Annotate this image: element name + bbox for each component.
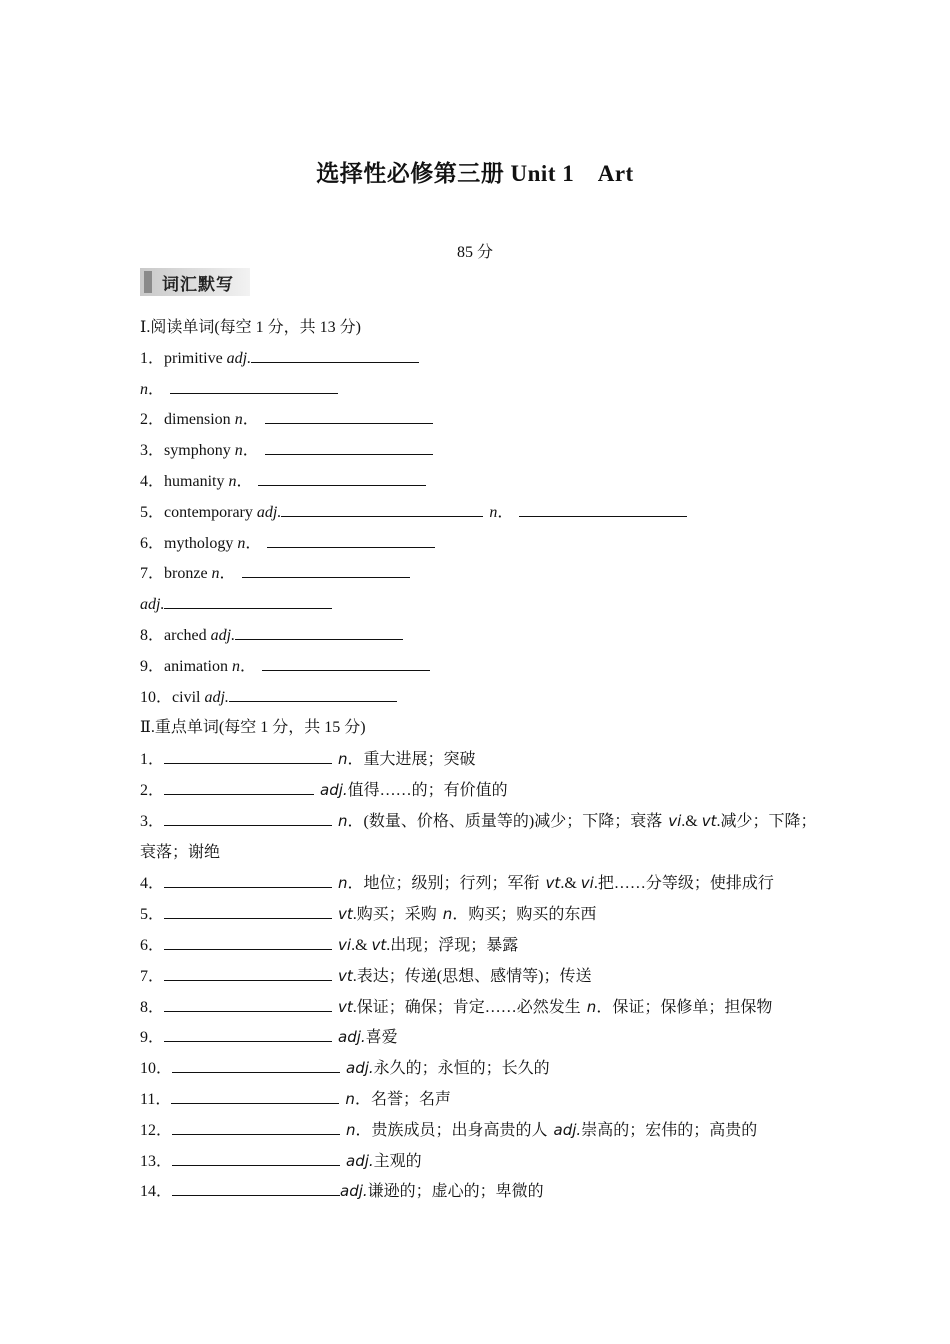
item-pos: adj. [226, 349, 252, 367]
part1-heading: Ⅰ.阅读单词(每空 1 分，共 13 分) [140, 319, 361, 336]
item-meaning: .& [681, 812, 702, 830]
item-meaning: .& [560, 875, 581, 893]
answer-blank[interactable] [519, 498, 687, 517]
section-label: 词汇默写 [162, 274, 234, 295]
item-pos: n [338, 874, 348, 893]
answer-blank[interactable] [262, 652, 430, 671]
item-word: primitive [164, 349, 227, 367]
answer-blank[interactable] [171, 1085, 339, 1104]
part1-item-9 [140, 652, 820, 683]
page-title: 选择性必修第三册 Unit 1 Art [316, 161, 634, 186]
item-meaning: 永久的；永恒的；长久的 [373, 1060, 550, 1078]
item-meaning: ．购买；购买的东西 [452, 906, 597, 924]
item-number: 4． [140, 875, 165, 893]
item-pos: n [140, 380, 148, 398]
item-meaning: ．地位；级别；行列；军衔 [347, 875, 540, 893]
part1-item-2 [140, 405, 820, 436]
part1-item-3 [140, 436, 820, 467]
answer-blank[interactable] [172, 1116, 340, 1135]
item-meaning: 谦逊的；虚心的；卑微的 [367, 1183, 544, 1201]
item-number: 8． [140, 626, 165, 644]
item-meaning: 主观的 [373, 1152, 422, 1170]
item-pos: n [211, 565, 220, 583]
item-pos: vt [338, 966, 353, 985]
part2-item-4 [140, 868, 820, 899]
part2-item-14 [140, 1176, 820, 1207]
item-number: 10． [140, 1060, 173, 1078]
item-pos: vi [668, 811, 682, 830]
item-pos: adj. [346, 1059, 374, 1078]
item-number: 2． [140, 411, 165, 429]
item-pos: vt [701, 811, 717, 830]
answer-blank[interactable] [170, 375, 338, 394]
item-pos: adj. [553, 1120, 582, 1139]
item-meaning: .出现；浮现；暴露 [386, 936, 519, 954]
item-word: dimension [164, 411, 235, 429]
item-pos: n [442, 905, 453, 924]
answer-blank[interactable] [164, 776, 314, 795]
item-pos: adj. [346, 1151, 374, 1170]
item-pos: adj. [256, 503, 282, 521]
item-number: 1． [140, 349, 165, 367]
item-dot: ． [242, 442, 259, 460]
item-pos: adj. [210, 626, 236, 644]
answer-blank[interactable] [164, 590, 332, 609]
answer-blank[interactable] [265, 405, 433, 424]
answer-blank[interactable] [164, 993, 332, 1012]
answer-blank[interactable] [164, 931, 332, 950]
part1-item-6 [140, 529, 820, 560]
answer-blank[interactable] [164, 900, 332, 919]
item-number: 9． [140, 1029, 165, 1047]
answer-blank[interactable] [164, 807, 332, 826]
item-meaning: ．重大进展；突破 [347, 751, 476, 769]
item-number: 10． [140, 688, 173, 706]
item-number: 3． [140, 442, 165, 460]
item-pos: n [338, 811, 348, 830]
item-word: bronze [164, 565, 212, 583]
answer-blank[interactable] [164, 745, 332, 764]
exercise-content [140, 313, 820, 1207]
part2-item-2 [140, 775, 820, 806]
item-pos: vt [338, 905, 353, 924]
item-pos: vt [545, 874, 561, 893]
item-meaning: .保证；确保；肯定……必然发生 [352, 998, 581, 1016]
item-pos: adj. [340, 1182, 368, 1201]
item-pos: adj. [140, 596, 165, 614]
answer-blank[interactable] [229, 683, 397, 702]
answer-blank[interactable] [164, 869, 332, 888]
item-meaning: ．贵族成员；出身高贵的人 [355, 1121, 548, 1139]
section-badge [140, 268, 250, 296]
item-pos: vi [580, 874, 594, 893]
item-meaning: ．名誉；名声 [354, 1090, 451, 1108]
part1-item-1 [140, 344, 820, 375]
item-word: arched [164, 626, 211, 644]
item-number: 5． [140, 906, 165, 924]
item-meaning: 值得……的；有价值的 [347, 781, 508, 799]
item-meaning: 崇高的；宏伟的；高贵的 [581, 1121, 758, 1139]
item-dot: ． [497, 503, 514, 521]
part2-item-9 [140, 1022, 820, 1053]
item-word: contemporary [164, 503, 257, 521]
part2-item-8 [140, 992, 820, 1023]
answer-blank[interactable] [164, 962, 332, 981]
item-number: 8． [140, 998, 165, 1016]
part2-heading: Ⅱ.重点单词(每空 1 分，共 15 分) [140, 719, 366, 737]
item-pos: adj. [320, 780, 348, 799]
item-number: 11． [140, 1090, 172, 1108]
item-word: symphony [164, 442, 235, 460]
item-pos: vi [338, 935, 352, 954]
item-number: 14． [140, 1183, 173, 1201]
item-dot: ． [236, 472, 253, 490]
item-number: 3． [140, 812, 165, 830]
item-word: humanity [164, 472, 229, 490]
item-dot: ． [245, 534, 262, 552]
item-number: 2． [140, 781, 165, 799]
total-score: 85 分 [456, 244, 493, 261]
answer-blank[interactable] [258, 467, 426, 486]
answer-blank[interactable] [172, 1147, 340, 1166]
answer-blank[interactable] [281, 498, 483, 517]
item-dot: ． [219, 565, 236, 583]
part2-item-7 [140, 961, 820, 992]
part2-item-12 [140, 1115, 820, 1146]
item-pos: n [234, 442, 243, 460]
item-pos: n [228, 472, 237, 490]
item-dot: ． [242, 411, 259, 429]
item-meaning: ．(数量、价格、质量等的)减少；下降；衰落 [347, 812, 663, 830]
answer-blank[interactable] [265, 436, 433, 455]
item-pos: adj. [204, 688, 229, 706]
part2-item-3 [140, 806, 820, 869]
item-pos: n [586, 997, 597, 1016]
item-meaning: .购买；采购 [352, 906, 437, 924]
part1-item-1b [140, 375, 820, 406]
part2-item-5 [140, 899, 820, 930]
item-pos: vt [371, 935, 387, 954]
item-dot: ． [240, 657, 257, 675]
part1-item-4 [140, 467, 820, 498]
item-number: 4． [140, 472, 165, 490]
item-pos: n [237, 534, 246, 552]
item-dot: ． [148, 380, 165, 398]
item-number: 9． [140, 657, 165, 675]
part2-item-6 [140, 930, 820, 961]
item-number: 6． [140, 534, 165, 552]
part1-item-5 [140, 498, 820, 529]
item-number: 7． [140, 967, 165, 985]
item-pos: adj. [338, 1028, 366, 1047]
part2-item-1 [140, 744, 820, 775]
answer-blank[interactable] [172, 1054, 340, 1073]
badge-bar-icon [144, 271, 152, 293]
item-meaning: 喜爱 [365, 1029, 398, 1047]
part1-item-10 [140, 683, 820, 714]
item-meaning: .把……分等级；使排成行 [593, 875, 774, 893]
item-pos: n [232, 657, 240, 675]
item-pos-2: n [489, 503, 498, 521]
item-meaning: .减少；下降；衰落；谢绝 [140, 812, 817, 861]
answer-blank[interactable] [164, 1023, 332, 1042]
part1-item-8 [140, 621, 820, 652]
item-number: 6． [140, 936, 165, 954]
answer-blank[interactable] [242, 559, 410, 578]
item-word: mythology [164, 534, 238, 552]
item-pos: n [338, 750, 348, 769]
answer-blank[interactable] [235, 621, 403, 640]
part2-item-11 [140, 1084, 820, 1115]
item-word: animation [164, 657, 232, 675]
item-number: 7． [140, 565, 165, 583]
item-number: 1． [140, 751, 165, 769]
item-pos: n [346, 1120, 356, 1139]
part2-item-10 [140, 1053, 820, 1084]
item-meaning: .表达；传递(思想、感情等)；传送 [352, 967, 592, 985]
part1-item-7b [140, 590, 820, 621]
item-pos: n [345, 1089, 355, 1108]
part2-item-13 [140, 1146, 820, 1177]
answer-blank[interactable] [267, 529, 435, 548]
answer-blank[interactable] [251, 344, 419, 363]
item-pos: vt [338, 997, 353, 1016]
part1-item-7 [140, 559, 820, 590]
item-number: 5． [140, 503, 165, 521]
item-meaning: ．保证；保修单；担保物 [596, 998, 773, 1016]
item-meaning: .& [351, 936, 372, 954]
item-word: civil [172, 688, 205, 706]
item-pos: n [234, 411, 243, 429]
answer-blank[interactable] [172, 1177, 340, 1196]
item-number: 12． [140, 1121, 173, 1139]
item-number: 13． [140, 1152, 173, 1170]
